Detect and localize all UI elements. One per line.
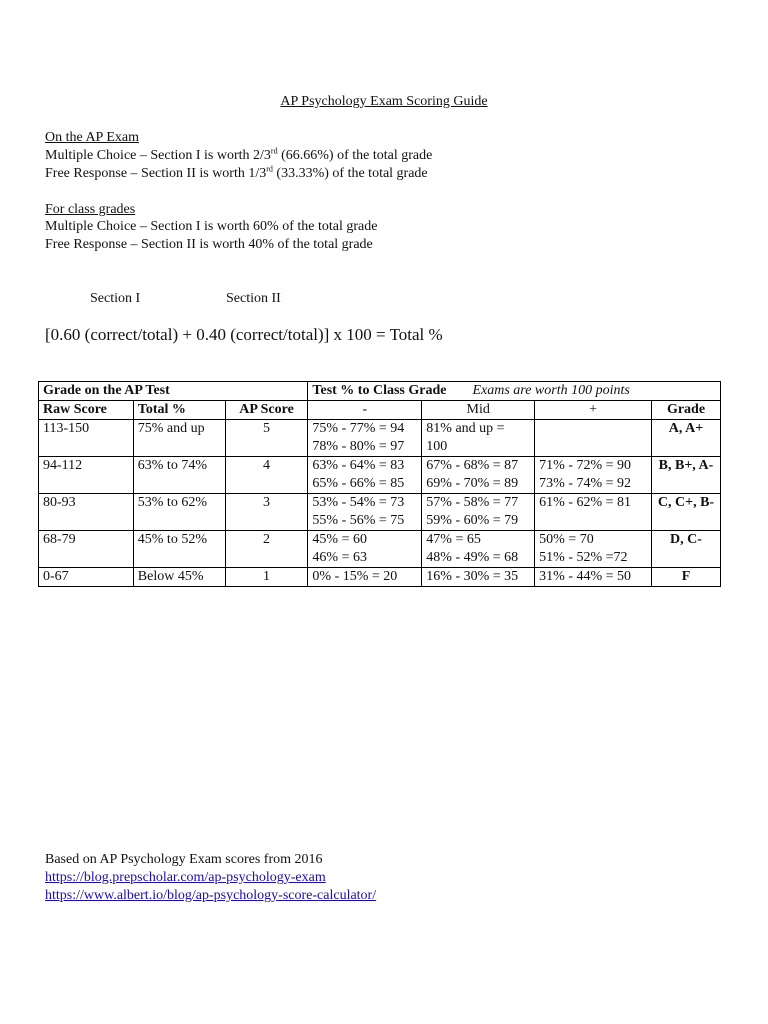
cell-grade: A, A+ xyxy=(651,420,720,457)
cell-line: 50% = 70 xyxy=(539,532,594,547)
table-row xyxy=(39,457,721,494)
cell-line: 46% = 63 xyxy=(312,550,367,565)
section-one-label: Section I xyxy=(90,291,141,306)
cell-line: 57% - 58% = 77 xyxy=(426,495,519,510)
col-mid: Mid xyxy=(422,401,535,420)
cell-raw: 0-67 xyxy=(39,568,134,587)
table-header-row-2 xyxy=(39,401,721,420)
cell-minus xyxy=(308,420,422,457)
cell-grade: F xyxy=(651,568,720,587)
cell-plus xyxy=(535,531,652,568)
cell-line: 45% = 60 xyxy=(312,532,367,547)
ap-exam-mc-rest: (66.66%) of the total grade xyxy=(277,148,433,163)
cell-line: 16% - 30% = 35 xyxy=(426,569,519,584)
header-class-grade-label: Test % to Class Grade xyxy=(312,383,447,398)
cell-mid xyxy=(422,494,535,531)
source-note: Based on AP Psychology Exam scores from 2016 xyxy=(45,852,323,867)
cell-line: 71% - 72% = 90 xyxy=(539,458,632,473)
cell-grade: D, C- xyxy=(651,531,720,568)
cell-total: 75% and up xyxy=(133,420,225,457)
cell-raw: 68-79 xyxy=(39,531,134,568)
col-ap-score: AP Score xyxy=(225,401,308,420)
cell-ap: 2 xyxy=(225,531,308,568)
section-two-label: Section II xyxy=(226,291,281,306)
col-plus: + xyxy=(535,401,652,420)
cell-line: 61% - 62% = 81 xyxy=(539,495,632,510)
cell-total: Below 45% xyxy=(133,568,225,587)
ap-exam-fr-sup: rd xyxy=(266,164,273,174)
page-title: AP Psychology Exam Scoring Guide xyxy=(280,94,488,109)
cell-line: 48% - 49% = 68 xyxy=(426,550,519,565)
cell-line: 47% = 65 xyxy=(426,532,481,547)
cell-line: 78% - 80% = 97 xyxy=(312,439,405,454)
scoring-table xyxy=(38,381,721,587)
col-total-percent: Total % xyxy=(133,401,225,420)
cell-line: 59% - 60% = 79 xyxy=(426,513,519,528)
col-minus: - xyxy=(308,401,422,420)
class-grades-heading: For class grades xyxy=(45,202,136,217)
cell-line: 63% - 64% = 83 xyxy=(312,458,405,473)
header-class-grade xyxy=(308,382,721,401)
cell-ap: 4 xyxy=(225,457,308,494)
cell-line: 51% - 52% =72 xyxy=(539,550,628,565)
cell-line: 75% - 77% = 94 xyxy=(312,421,405,436)
table-row xyxy=(39,420,721,457)
cell-mid xyxy=(422,420,535,457)
header-ap-test: Grade on the AP Test xyxy=(39,382,308,401)
cell-raw: 94-112 xyxy=(39,457,134,494)
cell-minus xyxy=(308,494,422,531)
ap-exam-fr-rest: (33.33%) of the total grade xyxy=(272,166,428,181)
cell-raw: 113-150 xyxy=(39,420,134,457)
cell-ap: 5 xyxy=(225,420,308,457)
cell-mid xyxy=(422,531,535,568)
table-row xyxy=(39,494,721,531)
cell-grade: B, B+, A- xyxy=(651,457,720,494)
table-header-row-1 xyxy=(39,382,721,401)
ap-exam-fr-text: Free Response – Section II is worth 1/3 xyxy=(45,166,267,181)
cell-grade: C, C+, B- xyxy=(651,494,720,531)
cell-line: 31% - 44% = 50 xyxy=(539,569,632,584)
cell-plus xyxy=(535,568,652,587)
cell-minus xyxy=(308,457,422,494)
header-note: Exams are worth 100 points xyxy=(472,383,630,398)
ap-exam-mc-text: Multiple Choice – Section I is worth 2/3 xyxy=(45,148,271,163)
ap-exam-heading: On the AP Exam xyxy=(45,130,139,145)
ap-exam-mc-line xyxy=(45,147,432,165)
cell-line: 100 xyxy=(426,439,448,454)
cell-plus xyxy=(535,457,652,494)
ap-exam-mc-sup: rd xyxy=(270,146,278,156)
cell-mid xyxy=(422,568,535,587)
cell-total: 45% to 52% xyxy=(133,531,225,568)
cell-line: 53% - 54% = 73 xyxy=(312,495,405,510)
cell-minus xyxy=(308,568,422,587)
cell-raw: 80-93 xyxy=(39,494,134,531)
cell-ap: 3 xyxy=(225,494,308,531)
cell-line: 69% - 70% = 89 xyxy=(426,476,519,491)
ap-exam-fr-line xyxy=(45,165,428,183)
col-grade: Grade xyxy=(651,401,720,420)
cell-line: 55% - 56% = 75 xyxy=(312,513,405,528)
grade-formula: [0.60 (correct/total) + 0.40 (correct/total)] x 100 = Total % xyxy=(45,325,443,344)
cell-plus xyxy=(535,494,652,531)
cell-total: 63% to 74% xyxy=(133,457,225,494)
prepscholar-link[interactable]: https://blog.prepscholar.com/ap-psychology-exam xyxy=(45,870,326,885)
albert-link[interactable]: https://www.albert.io/blog/ap-psychology-score-calculator/ xyxy=(45,888,377,903)
cell-line: 73% - 74% = 92 xyxy=(539,476,632,491)
cell-plus xyxy=(535,420,652,457)
class-grades-fr: Free Response – Section II is worth 40% of the total grade xyxy=(45,237,373,252)
table-row xyxy=(39,531,721,568)
col-raw-score: Raw Score xyxy=(39,401,134,420)
cell-line: 81% and up = xyxy=(426,421,505,436)
cell-ap: 1 xyxy=(225,568,308,587)
cell-mid xyxy=(422,457,535,494)
cell-minus xyxy=(308,531,422,568)
cell-total: 53% to 62% xyxy=(133,494,225,531)
cell-line: 0% - 15% = 20 xyxy=(312,569,398,584)
cell-line: 65% - 66% = 85 xyxy=(312,476,405,491)
cell-line: 67% - 68% = 87 xyxy=(426,458,519,473)
table-row xyxy=(39,568,721,587)
class-grades-mc: Multiple Choice – Section I is worth 60% of the total grade xyxy=(45,219,378,234)
